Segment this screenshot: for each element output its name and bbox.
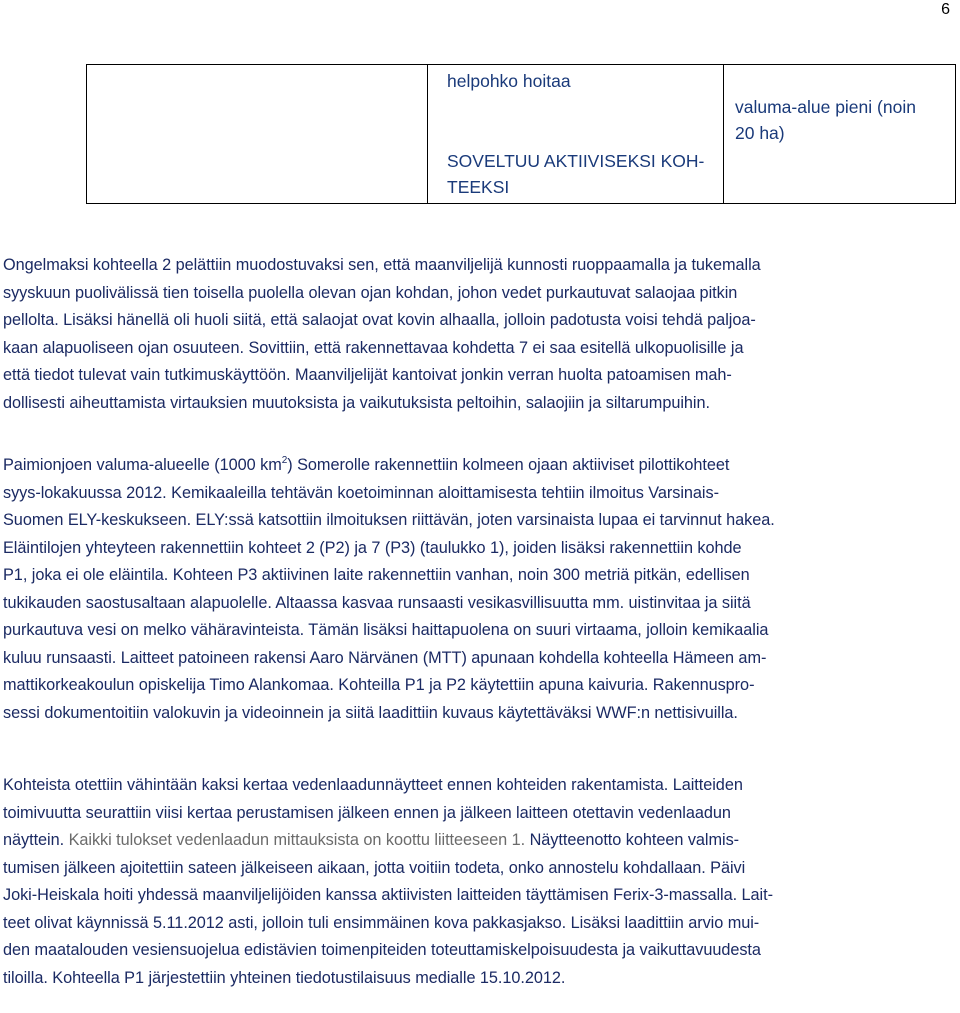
text-line: kuluu runsaasti. Laitteet patoineen rakensi Aaro Närvänen (MTT) apunaan kohdella kohteella Hämeen am- bbox=[3, 648, 767, 667]
paragraph-1 bbox=[3, 252, 947, 417]
text-line: tumisen jälkeen ajoitettiin sateen jälkeiseen aikaan, jotta voitiin todeta, onko annostelu kohdallaan. Päivi bbox=[3, 858, 746, 877]
table-cell-suitability-line2: TEEKSI bbox=[447, 177, 510, 197]
text-line bbox=[3, 827, 947, 855]
text-line: syyskuun puolivälissä tien toisella puolella olevan ojan kohdan, johon vedet purkautuvat salaojaa pitkin bbox=[3, 283, 738, 302]
text-line: mattikorkeakoulun opiskelija Timo Alankomaa. Kohteilla P1 ja P2 käytettiin apuna kaivuria. Rakennuspro- bbox=[3, 676, 755, 694]
text-line: Eläintilojen yhteyteen rakennettiin kohteet 2 (P2) ja 7 (P3) (taulukko 1), joiden lisäksi rakennettiin kohde bbox=[3, 538, 742, 557]
text-line: Suomen ELY-keskukseen. ELY:ssä katsottiin ilmoituksen riittävän, joten varsinaista lupaa ei tarvinnut hakea. bbox=[3, 511, 775, 529]
paragraph-2 bbox=[3, 452, 947, 727]
text-line: toimivuutta seurattiin viisi kertaa perustamisen jälkeen ennen ja jälkeen laitteen otettavin vedenlaadun bbox=[3, 803, 731, 822]
text-line: tukikauden saostusaltaan alapuolelle. Altaassa kasvaa runsaasti vesikasvillisuutta mm. uistinvitaa ja siitä bbox=[3, 593, 751, 612]
text-fragment: Paimionjoen valuma-alueelle (1000 km bbox=[3, 456, 282, 474]
text-line: Ongelmaksi kohteella 2 pelättiin muodostuvaksi sen, että maanviljelijä kunnosti ruoppaamalla ja tukemalla bbox=[3, 256, 761, 274]
appendix-reference-link[interactable]: Kaikki tulokset vedenlaadun mittauksista on koottu liitteeseen 1. bbox=[68, 831, 526, 849]
text-line: dollisesti aiheuttamista virtauksien muutoksista ja vaikutuksista peltoihin, salaojiin ja siltarumpuihin. bbox=[3, 393, 710, 412]
paragraph-3 bbox=[3, 772, 947, 992]
text-line: teet olivat käynnissä 5.11.2012 asti, jolloin tuli ensimmäinen kova pakkasjakso. Lisäksi laadittiin arvio mui- bbox=[3, 913, 760, 932]
text-line: tiloilla. Kohteella P1 järjestettiin yhteinen tiedotustilaisuus medialle 15.10.2012. bbox=[3, 968, 566, 987]
text-line: Joki-Heiskala hoiti yhdessä maanviljelijöiden kanssa aktiivisten laitteiden täyttämisen Ferix-3-massalla. Lait- bbox=[3, 886, 773, 904]
page-number: 6 bbox=[941, 1, 950, 18]
text-line: kaan alapuoliseen ojan osuuteen. Sovittiin, että rakennettavaa kohdetta 7 ei saa esitellä ulkopuolisille ja bbox=[3, 338, 744, 357]
superscript: 2 bbox=[281, 455, 288, 466]
text-fragment: näyttein. bbox=[3, 831, 69, 849]
table-column-divider bbox=[427, 65, 428, 203]
text-line: Kohteista otettiin vähintään kaksi kertaa vedenlaadunnäytteet ennen kohteiden rakentamista. Laitteiden bbox=[3, 776, 743, 794]
text-line: purkautuva vesi on melko vähäravinteista. Tämän lisäksi haittapuolena on suuri virtaama, jolloin kemikaalia bbox=[3, 621, 769, 639]
table-cell-catchment-line2: 20 ha) bbox=[735, 123, 785, 143]
text-fragment: ) Somerolle rakennettiin kolmeen ojaan aktiiviset pilottikohteet bbox=[287, 456, 730, 474]
table-column-divider bbox=[723, 65, 724, 203]
text-fragment: Näytteenotto kohteen valmis- bbox=[525, 831, 740, 849]
text-line: sessi dokumentoitiin valokuvin ja videoinnein ja siitä laadittiin kuvaus käytettäväksi WWF:n nettisivuilla. bbox=[3, 703, 738, 722]
table-cell-ease: helpohko hoitaa bbox=[447, 71, 571, 91]
table-cell-catchment-line1: valuma-alue pieni (noin bbox=[735, 97, 916, 117]
text-line: pellolta. Lisäksi hänellä oli huoli siitä, että salaojat ovat kovin alhaalla, jolloin padotusta voisi tehdä paljoa- bbox=[3, 311, 756, 329]
table-cell-suitability-line1: SOVELTUU AKTIIVISEKSI KOH- bbox=[447, 151, 705, 171]
text-line: syys-lokakuussa 2012. Kemikaaleilla tehtävän koetoiminnan aloittamisesta tehtiin ilmoitus Varsinais- bbox=[3, 483, 719, 502]
text-line: P1, joka ei ole eläintila. Kohteen P3 aktiivinen laite rakennettiin vanhan, noin 300 metriä pitkän, edellisen bbox=[3, 566, 750, 584]
text-line: että tiedot tulevat vain tutkimuskäyttöön. Maanviljelijät kantoivat jonkin verran huolta patoamisen mah- bbox=[3, 366, 732, 384]
text-line: den maatalouden vesiensuojelua edistävien toimenpiteiden toteuttamiskelpoisuudesta ja vaikuttavuudesta bbox=[3, 941, 761, 959]
table-fragment bbox=[86, 64, 956, 204]
text-line bbox=[3, 452, 947, 480]
